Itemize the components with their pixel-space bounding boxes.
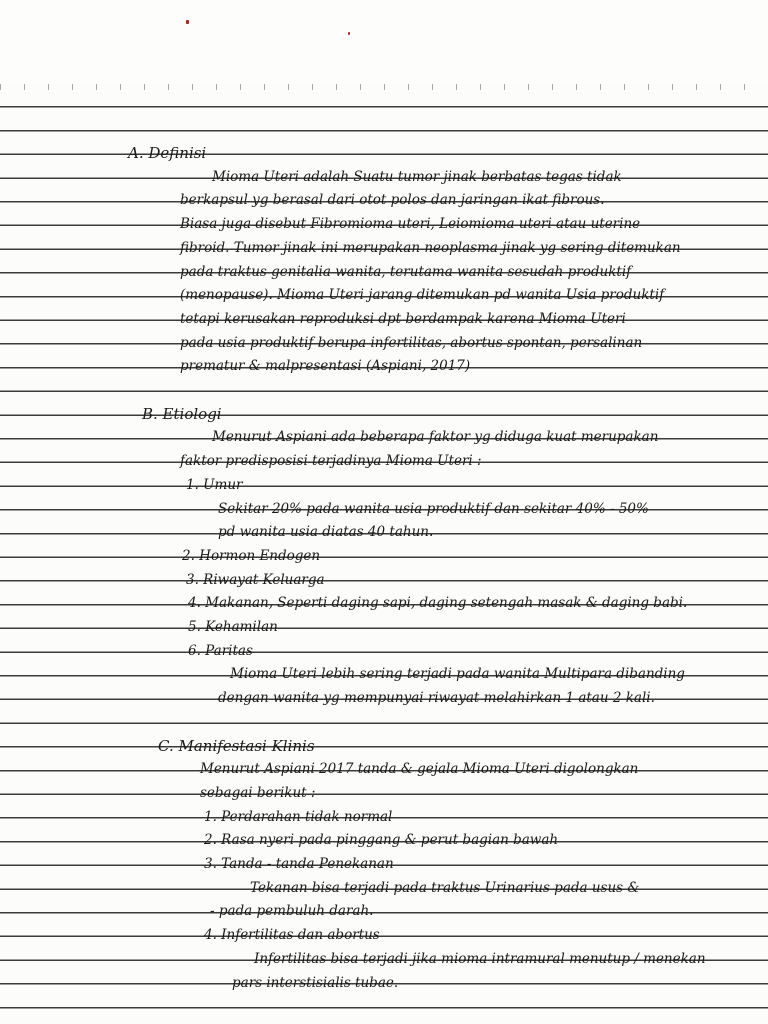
note-line-text: A. Definisi: [128, 144, 207, 162]
note-line-text: Menurut Aspiani ada beberapa faktor yg diduga kuat merupakan: [212, 429, 659, 446]
note-line: [0, 355, 768, 379]
note-line: [0, 711, 768, 735]
note-line-text: 3. Tanda - tanda Penekanan: [204, 856, 394, 872]
note-line-text: 3. Riwayat Keluarga: [186, 571, 325, 588]
note-line-text: berkapsul yg berasal dari otot polos dan jaringan ikat fibrous.: [180, 192, 605, 209]
note-line-text: pars interstisialis tubae.: [232, 974, 399, 991]
note-line: [0, 166, 768, 190]
section-heading: [0, 142, 768, 166]
note-line-text: Tekanan bisa terjadi pada traktus Urinarius pada usus &: [250, 879, 640, 896]
red-ink-dot: [348, 32, 350, 35]
note-line-text: Menurut Aspiani 2017 tanda & gejala Mioma Uteri digolongkan: [200, 761, 639, 778]
note-line: [0, 474, 768, 498]
note-line-text: (menopause). Mioma Uteri jarang ditemukan pd wanita Usia produktif: [180, 287, 665, 304]
note-line: [0, 616, 768, 640]
note-line: [0, 261, 768, 285]
note-line-text: C. Manifestasi Klinis: [158, 736, 315, 755]
note-line: [0, 829, 768, 853]
note-line-text: prematur & malpresentasi (Aspiani, 2017): [180, 358, 471, 375]
section-heading: [0, 735, 768, 759]
note-line: [0, 663, 768, 687]
note-line-text: B. Etiologi: [142, 404, 222, 423]
note-line-text: Mioma Uteri adalah Suatu tumor jinak berbatas tegas tidak: [212, 168, 622, 185]
note-line: [0, 237, 768, 261]
note-line-text: Mioma Uteri lebih sering terjadi pada wanita Multipara dibanding: [230, 666, 685, 683]
note-line-text: 1. Umur: [186, 476, 243, 493]
note-line: [0, 640, 768, 664]
note-line: [0, 877, 768, 901]
note-line: [0, 332, 768, 356]
note-line-text: 2. Hormon Endogen: [182, 547, 321, 564]
note-line-text: fibroid. Tumor jinak ini merupakan neoplasma jinak yg sering ditemukan: [180, 239, 681, 256]
note-line-text: 4. Infertilitas dan abortus: [204, 927, 380, 944]
note-line-text: pada traktus genitalia wanita, terutama wanita sesudah produktif: [180, 263, 632, 280]
note-line: [0, 498, 768, 522]
note-line: [0, 426, 768, 450]
note-line: [0, 569, 768, 593]
note-line: [0, 521, 768, 545]
note-line: [0, 592, 768, 616]
note-line-text: Sekitar 20% pada wanita usia produktif dan sekitar 40% - 50%: [218, 500, 649, 517]
note-line: [0, 853, 768, 877]
note-line-text: pada usia produktif berupa infertilitas, abortus spontan, persalinan: [180, 334, 643, 351]
note-line: [0, 545, 768, 569]
note-line-text: faktor predisposisi terjadinya Mioma Uteri :: [180, 453, 482, 470]
note-line: [0, 924, 768, 948]
note-line: [0, 782, 768, 806]
note-line-text: Biasa juga disebut Fibromioma uteri, Leiomioma uteri atau uterine: [180, 216, 641, 233]
note-line: [0, 189, 768, 213]
note-line: [0, 687, 768, 711]
note-line-text: sebagai berikut :: [200, 784, 316, 801]
note-line-text: 4. Makanan, Seperti daging sapi, daging setengah masak & daging babi.: [188, 595, 688, 612]
note-line-text: Infertilitas bisa terjadi jika mioma intramural menutup / menekan: [254, 950, 706, 967]
note-line-text: 1. Perdarahan tidak normal: [204, 808, 393, 825]
note-line: [0, 308, 768, 332]
note-line: [0, 450, 768, 474]
note-line-text: dengan wanita yg mempunyai riwayat melahirkan 1 atau 2 kali.: [218, 690, 655, 707]
section-heading: [0, 403, 768, 427]
note-line-text: 5. Kehamilan: [188, 619, 278, 635]
note-line-text: 2. Rasa nyeri pada pinggang & perut bagian bawah: [204, 832, 559, 849]
red-ink-dot: [186, 20, 189, 24]
note-line: [0, 379, 768, 403]
note-line-text: pd wanita usia diatas 40 tahun.: [218, 524, 434, 541]
note-line: [0, 758, 768, 782]
note-line: [0, 948, 768, 972]
note-line: [0, 806, 768, 830]
note-line: [0, 972, 768, 996]
note-line-text: 6. Paritas: [188, 642, 253, 659]
note-line: [0, 900, 768, 924]
note-line: [0, 213, 768, 237]
note-line: [0, 284, 768, 308]
note-line-text: tetapi kerusakan reproduksi dpt berdampak karena Mioma Uteri: [180, 310, 626, 327]
note-line-text: - pada pembuluh darah.: [210, 903, 374, 920]
